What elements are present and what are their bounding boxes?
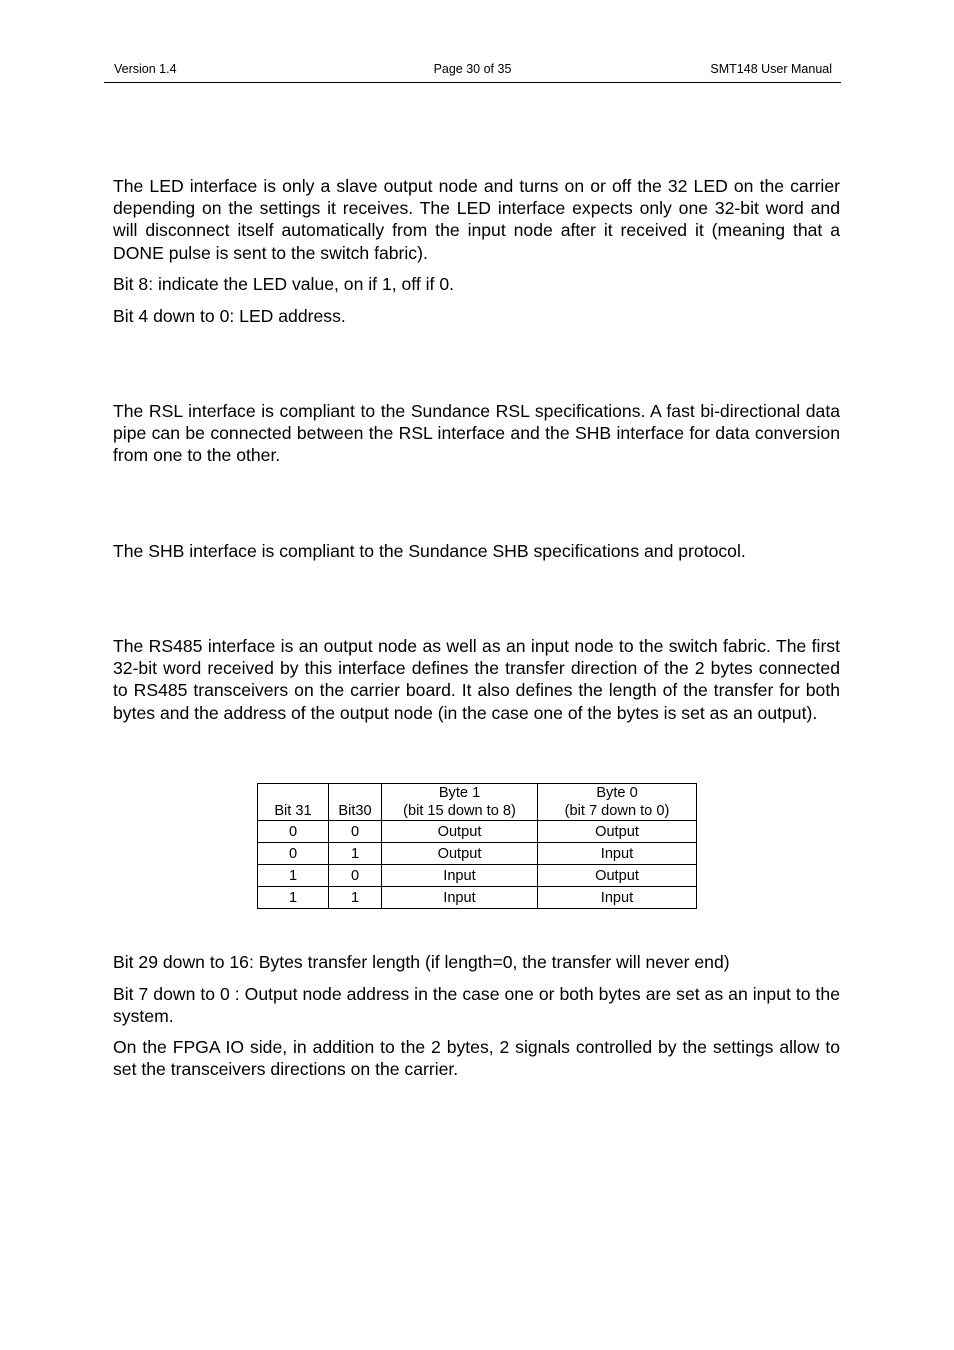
rs485-paragraph-length: Bit 29 down to 16: Bytes transfer length (if length=0, the transfer will never end) xyxy=(113,952,730,972)
rs485-paragraph-fpga: On the FPGA IO side, in addition to the 2 bytes, 2 signals controlled by the settings allow to set the transceivers directions on the carrier. xyxy=(113,1037,840,1080)
table-cell: 0 xyxy=(329,821,382,843)
rs485-paragraph-intro: The RS485 interface is an output node as well as an input node to the switch fabric. The first 32-bit word received by this interface defines the transfer direction of the 2 bytes connected to RS485 transceivers on the carrier board. It also defines the length of the transfer for both bytes and the address of the output node (in the case one of the bytes is set as an output). xyxy=(113,636,840,723)
table-header-row xyxy=(258,784,697,821)
table-cell: Output xyxy=(382,821,538,843)
table-row xyxy=(258,821,697,843)
table-row xyxy=(258,887,697,909)
table-row xyxy=(258,865,697,887)
led-paragraph-bit8: Bit 8: indicate the LED value, on if 1, off if 0. xyxy=(113,274,454,294)
header-byte1-title: Byte 1 xyxy=(438,785,481,801)
page-number: Page 30 of 35 xyxy=(433,62,512,76)
table-cell: Input xyxy=(538,843,697,865)
table-cell: Input xyxy=(538,887,697,909)
header-byte1 xyxy=(382,784,538,821)
table-cell: 1 xyxy=(329,887,382,909)
led-paragraph-intro: The LED interface is only a slave output node and turns on or off the 32 LED on the carrier depending on the settings it receives. The LED interface expects only one 32-bit word and will disconnect itself automatically from the input node after it received it (meaning that a DONE pulse is sent to the switch fabric). xyxy=(113,176,840,263)
page-header xyxy=(104,62,841,83)
header-byte1-sub: (bit 15 down to 8) xyxy=(403,803,516,819)
table-cell: 1 xyxy=(258,887,329,909)
table-cell: 0 xyxy=(329,865,382,887)
document-title: SMT148 User Manual xyxy=(710,62,832,76)
version-label: Version 1.4 xyxy=(114,62,177,76)
header-byte0-title: Byte 0 xyxy=(596,785,638,801)
rsl-paragraph: The RSL interface is compliant to the Sundance RSL specifications. A fast bi-directional data pipe can be connected between the RSL interface and the SHB interface for data conversion from one to the other. xyxy=(113,401,840,466)
rs485-direction-table xyxy=(257,783,697,909)
header-bit30: Bit30 xyxy=(329,784,382,821)
table-cell: Output xyxy=(538,821,697,843)
table-cell: Output xyxy=(538,865,697,887)
table-cell: Input xyxy=(382,887,538,909)
table-cell: 1 xyxy=(258,865,329,887)
led-paragraph-address: Bit 4 down to 0: LED address. xyxy=(113,306,346,326)
table-cell: 0 xyxy=(258,821,329,843)
header-bit31: Bit 31 xyxy=(258,784,329,821)
header-byte0 xyxy=(538,784,697,821)
shb-paragraph: The SHB interface is compliant to the Sundance SHB specifications and protocol. xyxy=(113,541,746,561)
table-cell: 0 xyxy=(258,843,329,865)
table-cell: Input xyxy=(382,865,538,887)
table-cell: 1 xyxy=(329,843,382,865)
table-row xyxy=(258,843,697,865)
table-cell: Output xyxy=(382,843,538,865)
rs485-paragraph-address: Bit 7 down to 0 : Output node address in the case one or both bytes are set as an input to the system. xyxy=(113,984,840,1027)
header-byte0-sub: (bit 7 down to 0) xyxy=(564,803,670,819)
